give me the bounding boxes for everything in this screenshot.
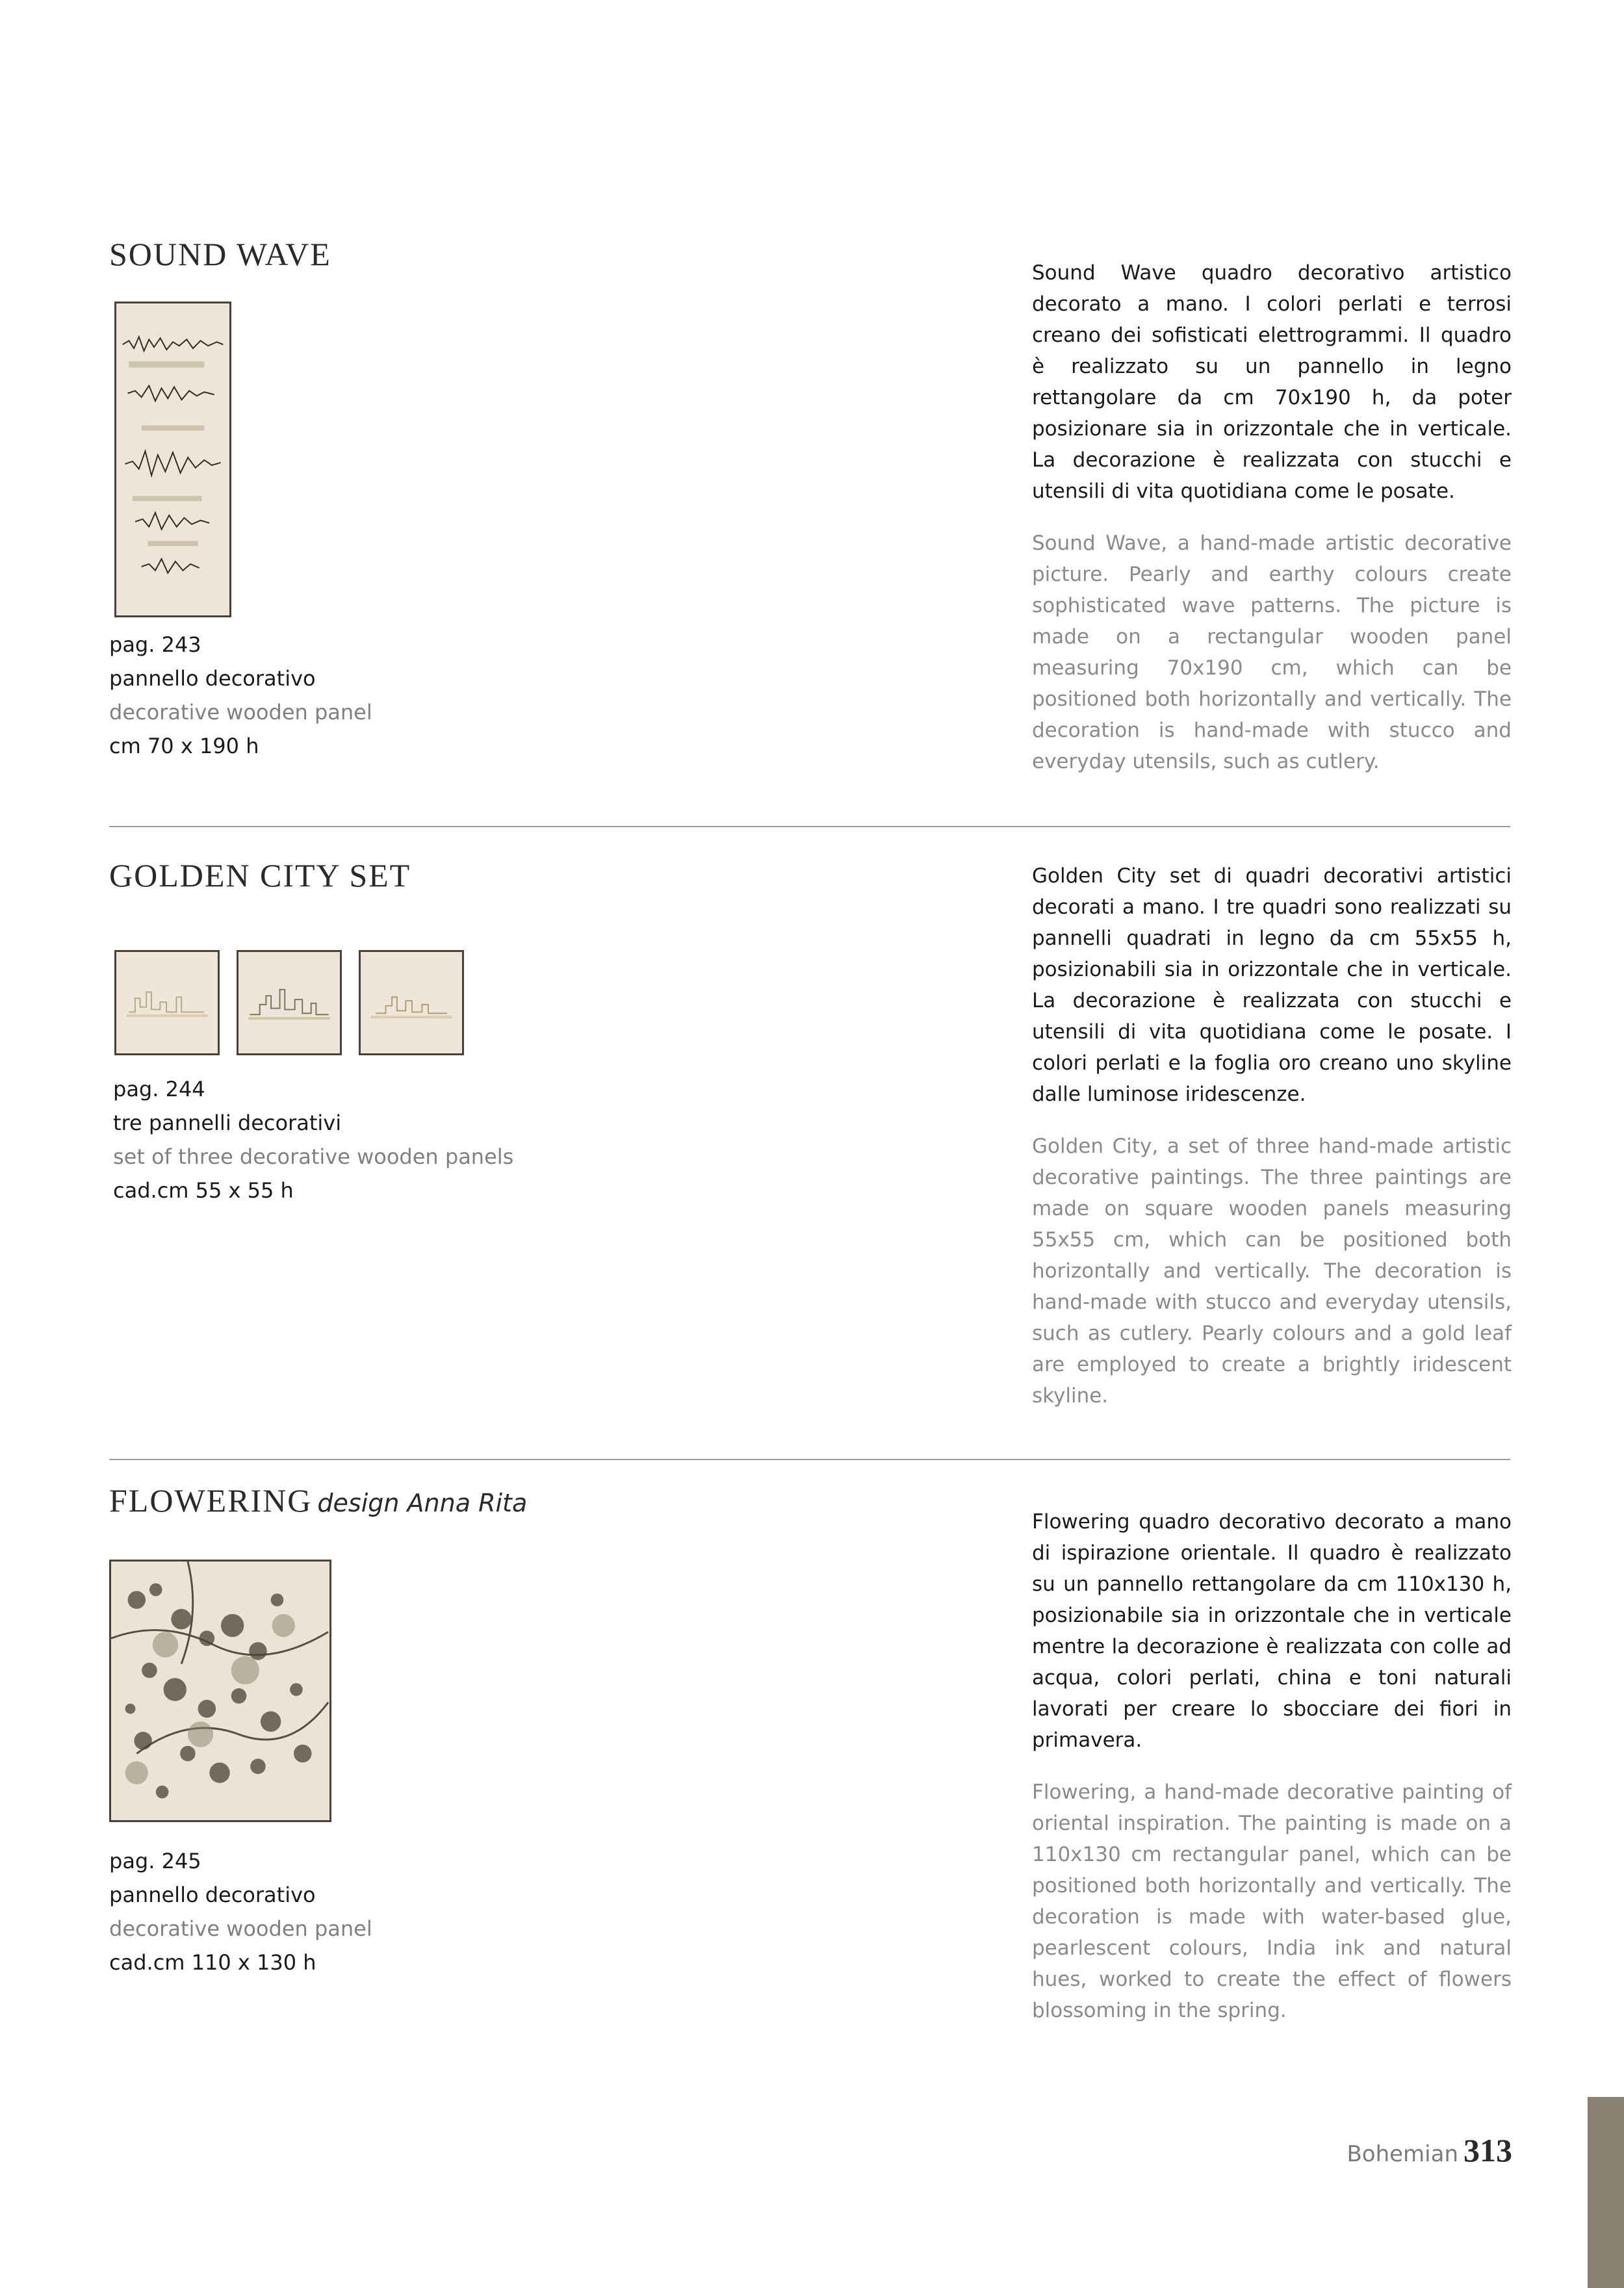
section-color-tab: [1588, 2097, 1624, 2288]
label-english: decorative wooden panel: [109, 700, 372, 725]
page-reference: pag. 243: [109, 632, 201, 657]
label-english: decorative wooden panel: [109, 1916, 372, 1941]
golden-city-panel-1-image: [114, 950, 220, 1055]
description-english: Flowering, a hand-made decorative painting of oriental inspiration. The painting is made on a 110x130 cm rectangular panel, which can be positioned both horizontally and vertically. The decoration is made with water-based glue, pearlescent colours, India ink and natural hues, worked to create the effect of flowers blossoming in the spring.: [1032, 1780, 1512, 2022]
golden-city-meta: [113, 1072, 513, 1207]
dimensions: cad.cm 110 x 130 h: [109, 1950, 316, 1975]
label-english: set of three decorative wooden panels: [113, 1144, 514, 1169]
description-english: Sound Wave, a hand-made artistic decorative picture. Pearly and earthy colours create sophisticated wave patterns. The picture is made on a rectangular wooden panel measuring 70x190 cm, which can be positioned both horizontally and vertically. The decoration is hand-made with stucco and everyday utensils, such as cutlery.: [1032, 532, 1512, 773]
section-divider: [109, 1459, 1510, 1460]
flowering-meta: [109, 1844, 372, 1979]
page-reference: pag. 244: [113, 1077, 205, 1101]
description-italian: Sound Wave quadro decorativo artistico decorato a mano. I colori perlati e terrosi creano dei sofisticati elettrogrammi. Il quadro è realizzato su un pannello in legno rettangolare da cm 70x190 h, da poter posizionare sia in orizzontale che in verticale. La decorazione è realizzata con stucchi e utensili di vita quotidiana come le posate.: [1032, 261, 1512, 503]
section-title-sound-wave: SOUND WAVE: [109, 236, 331, 272]
label-italian: pannello decorativo: [109, 1883, 316, 1907]
dimensions: cad.cm 55 x 55 h: [113, 1178, 294, 1203]
description-italian: Flowering quadro decorativo decorato a mano di ispirazione orientale. Il quadro è realizzato su un pannello rettangolare da cm 110x130 h, posizionabile sia in orizzontale che in verticale mentre la decorazione è realizzata con colle ad acqua, colori perlati, china e toni naturali lavorati per creare lo sbocciare dei fiori in primavera.: [1032, 1510, 1512, 1752]
golden-city-artwork-2: [238, 952, 340, 1053]
description-italian: Golden City set di quadri decorativi artistici decorati a mano. I tre quadri sono realizzati su pannelli quadrati in legno da cm 55x55 h, posizionabili sia in orizzontale che in verticale. La decorazione è realizzata con stucchi e utensili di vita quotidiana come le posate. I colori perlati e la foglia oro creano uno skyline dalle luminose iridescenze.: [1032, 864, 1512, 1106]
golden-city-panel-2-image: [237, 950, 342, 1055]
label-italian: tre pannelli decorativi: [113, 1111, 342, 1135]
golden-city-panel-3-image: [359, 950, 464, 1055]
dimensions: cm 70 x 190 h: [109, 734, 259, 758]
flowering-description: [1032, 1506, 1512, 2026]
section-title-flowering: FLOWERING design Anna Rita: [109, 1482, 528, 1519]
section-divider: [109, 826, 1510, 827]
flowering-artwork: [111, 1562, 329, 1820]
page-number: 313: [1463, 2132, 1512, 2168]
golden-city-description: [1032, 860, 1512, 1411]
sound-wave-panel-image: [114, 302, 231, 617]
flowering-panel-image: [109, 1560, 331, 1822]
collection-name: Bohemian: [1347, 2141, 1458, 2167]
sound-wave-artwork: [116, 303, 229, 615]
sound-wave-description: [1032, 257, 1512, 777]
sound-wave-meta: [109, 628, 372, 763]
description-english: Golden City, a set of three hand-made artistic decorative paintings. The three paintings are made on square wooden panels measuring 55x55 cm, which can be positioned both horizontally and vertically. The decoration is hand-made with stucco and everyday utensils, such as cutlery. Pearly colours and a gold leaf are employed to create a brightly iridescent skyline.: [1032, 1135, 1512, 1408]
designer-credit: design Anna Rita: [317, 1489, 528, 1517]
golden-city-artwork-1: [116, 952, 218, 1053]
label-italian: pannello decorativo: [109, 666, 316, 691]
golden-city-artwork-3: [361, 952, 462, 1053]
page-footer: [1347, 2131, 1512, 2169]
page-reference: pag. 245: [109, 1849, 201, 1873]
section-title-golden-city-set: GOLDEN CITY SET: [109, 857, 411, 893]
